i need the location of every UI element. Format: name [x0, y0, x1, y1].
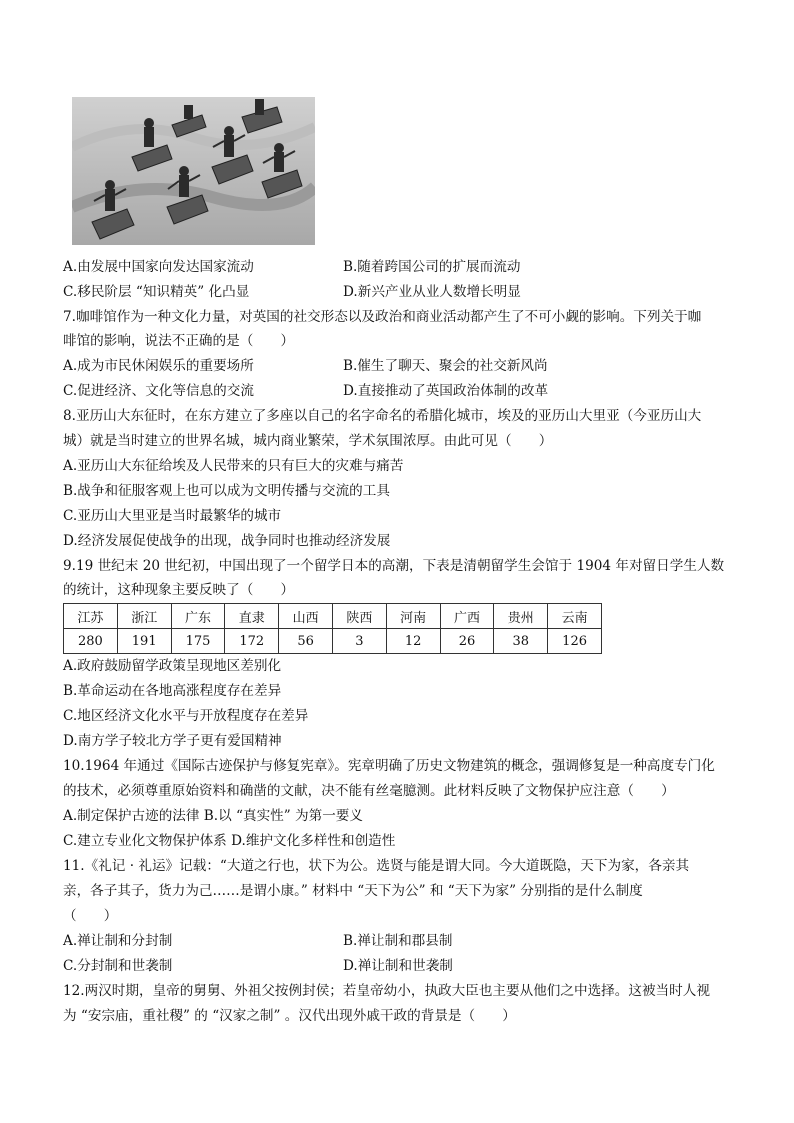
- table-cell: 云南: [548, 604, 602, 629]
- table-cell: 175: [171, 629, 225, 654]
- table-cell: 广西: [440, 604, 494, 629]
- q7-stem-line2: 啡馆的影响，说法不正确的是（ ）: [63, 333, 295, 349]
- q6-option-d: D.新兴产业从业人数增长明显: [343, 284, 521, 300]
- q11-option-b: B.禅让制和郡县制: [343, 933, 453, 949]
- q7-option-d: D.直接推动了英国政治体制的改革: [343, 383, 549, 399]
- q9-stem-line2: 的统计，这种现象主要反映了（ ）: [63, 582, 295, 598]
- q8-option-c: C.亚历山大里亚是当时最繁华的城市: [63, 508, 282, 524]
- study-abroad-table: [63, 603, 602, 654]
- q12-stem-line2: 为 “安宗庙，重社稷” 的 “汉家之制” 。汉代出现外戚干政的背景是（ ）: [63, 1008, 516, 1024]
- table-cell: 56: [279, 629, 333, 654]
- q11-option-c: C.分封制和世袭制: [63, 958, 173, 974]
- q11-option-d: D.禅让制和世袭制: [343, 958, 453, 974]
- q10-stem-line1: 10.1964 年通过《国际古迹保护与修复宪章》。宪章明确了历史文物建筑的概念，强调修复是一种高度专门化: [63, 758, 715, 774]
- table-cell: 陕西: [332, 604, 386, 629]
- table-cell: 12: [386, 629, 440, 654]
- table-cell: 山西: [279, 604, 333, 629]
- q10-options-ab: A.制定保护古迹的法律 B.以 “真实性” 为第一要义: [63, 808, 363, 824]
- q7-stem-line1: 7.咖啡馆作为一种文化力量，对英国的社交形态以及政治和商业活动都产生了不可小觑的影响。下列关于咖: [63, 309, 702, 325]
- table-cell: 浙江: [117, 604, 171, 629]
- q9-option-c: C.地区经济文化水平与开放程度存在差异: [63, 708, 309, 724]
- q8-stem-line1: 8.亚历山大东征时，在东方建立了多座以自己的名字命名的希腊化城市，埃及的亚历山大里亚（今亚历山大: [63, 408, 702, 424]
- q10-stem-line2: 的技术，必须尊重原始资料和确凿的文献，决不能有丝毫臆测。此材料反映了文物保护应注意（ ）: [63, 783, 675, 799]
- q7-option-a: A.成为市民休闲娱乐的重要场所: [63, 358, 254, 374]
- table-cell: 广东: [171, 604, 225, 629]
- table-cell: 126: [548, 629, 602, 654]
- q6-option-a: A.由发展中国家向发达国家流动: [63, 259, 254, 275]
- table-cell: 直隶: [225, 604, 279, 629]
- table-cell: 26: [440, 629, 494, 654]
- table-cell: 贵州: [494, 604, 548, 629]
- q9-option-b: B.革命运动在各地高涨程度存在差异: [63, 683, 282, 699]
- q8-option-d: D.经济发展促使战争的出现，战争同时也推动经济发展: [63, 533, 391, 549]
- table-cell: 191: [117, 629, 171, 654]
- q7-option-c: C.促进经济、文化等信息的交流: [63, 383, 254, 399]
- q8-option-b: B.战争和征服客观上也可以成为文明传播与交流的工具: [63, 483, 390, 499]
- q11-stem-line3: （ ）: [63, 908, 118, 924]
- q10-options-cd: C.建立专业化文物保护体系 D.维护文化多样性和创造性: [63, 833, 396, 849]
- q11-option-a: A.禅让制和分封制: [63, 933, 173, 949]
- q6-option-b: B.随着跨国公司的扩展而流动: [343, 259, 521, 275]
- table-cell: 280: [64, 629, 118, 654]
- q8-stem-line2: 城）就是当时建立的世界名城，城内商业繁荣，学术氛围浓厚。由此可见（ ）: [63, 433, 553, 449]
- table-cell: 38: [494, 629, 548, 654]
- table-cell: 河南: [386, 604, 440, 629]
- table-row-provinces: [64, 604, 602, 629]
- q11-stem-line2: 亲，各子其子，货力为己……是谓小康。” 材料中 “天下为公” 和 “天下为家” 分别指的是什么制度: [63, 883, 643, 899]
- table-cell: 江苏: [64, 604, 118, 629]
- q9-option-a: A.政府鼓励留学政策呈现地区差别化: [63, 658, 282, 674]
- q6-option-c: C.移民阶层 “知识精英” 化凸显: [63, 284, 250, 300]
- table-cell: 3: [332, 629, 386, 654]
- migration-illustration: [72, 97, 315, 245]
- q12-stem-line1: 12.两汉时期，皇帝的舅舅、外祖父按例封侯；若皇帝幼小，执政大臣也主要从他们之中选择。这被当时人视: [63, 983, 710, 999]
- q7-option-b: B.催生了聊天、聚会的社交新风尚: [343, 358, 548, 374]
- q11-stem-line1: 11.《礼记 · 礼运》记载：“大道之行也，状下为公。选贤与能是谓大同。今大道既隐，天下为家，各亲其: [63, 858, 690, 874]
- table-cell: 172: [225, 629, 279, 654]
- q8-option-a: A.亚历山大东征给埃及人民带来的只有巨大的灾难与痛苦: [63, 458, 404, 474]
- q9-option-d: D.南方学子较北方学子更有爱国精神: [63, 733, 282, 749]
- table-row-counts: [64, 629, 602, 654]
- q9-stem-line1: 9.19 世纪末 20 世纪初，中国出现了一个留学日本的高潮，下表是清朝留学生会馆于 1904 年对留日学生人数: [63, 558, 725, 574]
